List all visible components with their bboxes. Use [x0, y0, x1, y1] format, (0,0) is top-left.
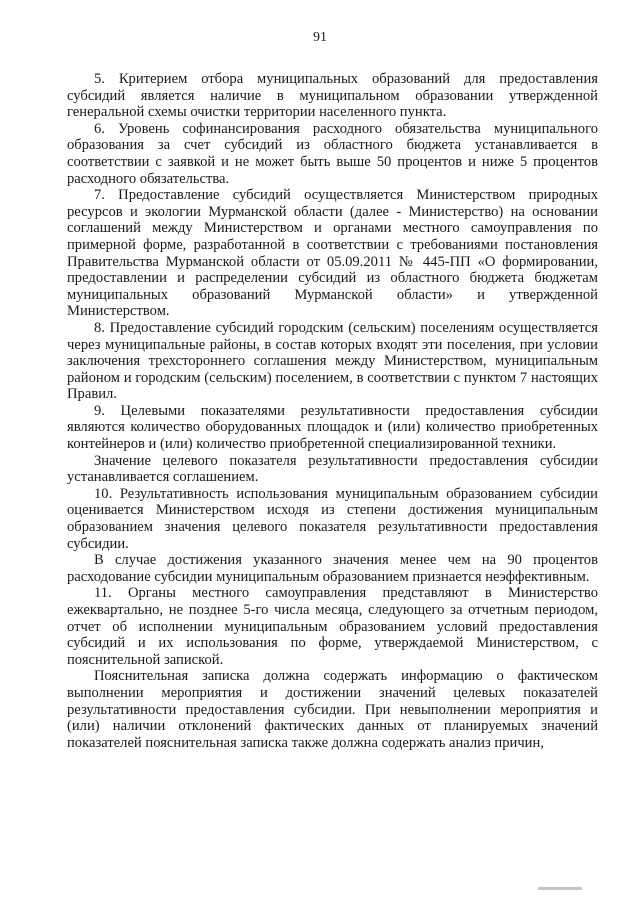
- paragraph-8-settlements: 8. Предоставление субсидий городским (сельским) поселениям осуществляется через муниципальные районы, в состав которых входят эти поселения, при условии заключения трехстороннего соглашения между Министерством, муниципальным районом и городским (сельским) поселением, в соответствии с пунктом 7 настоящих Правил.: [67, 319, 598, 403]
- paragraph-explanatory-note: Пояснительная записка должна содержать информацию о фактическом выполнении мероприятия и достижении значений целевых показателей результативности предоставления субсидии. При невыполнении мероприятия и (или) наличии отклонений фактических данных от планируемых значений показателей пояснительная записка также должна содержать анализ причин,: [67, 668, 598, 751]
- paragraph-ineffective-use: В случае достижения указанного значения менее чем на 90 процентов расходование субсидии муниципальным образованием признается неэффективным.: [67, 552, 598, 585]
- paragraph-7-subsidy-provision: 7. Предоставление субсидий осуществляется Министерством природных ресурсов и экологии Мурманской области (далее - Министерство) на основании соглашений между Министерством и органами местного самоуправления по примерной форме, разработанной в соответствии с требованиями постановления Правительства Мурманской области от 05.09.2011 № 445-ПП «О формировании, предоставлении и распределении субсидий из областного бюджета бюджетам муниципальных образований Мурманской области» и утвержденной Министерством.: [67, 187, 598, 320]
- paragraph-9-target-indicators: 9. Целевыми показателями результативности предоставления субсидии являются количество оборудованных площадок и (или) количество приобретенных контейнеров и (или) количество приобретенной специализированной техники.: [67, 402, 598, 453]
- scan-artifact-mark: [538, 887, 582, 890]
- paragraph-10-effectiveness: 10. Результативность использования муниципальным образованием субсидии оценивается Министерством исходя из степени достижения муниципальным образованием значения целевого показателя результативности предоставления субсидии.: [67, 485, 598, 552]
- paragraph-6-cofinancing-level: 6. Уровень софинансирования расходного обязательства муниципального образования за счет субсидий из областного бюджета устанавливается в соответствии с заявкой и не может быть выше 50 процентов и ниже 5 процентов расходного обязательства.: [67, 120, 598, 187]
- paragraph-indicator-value: Значение целевого показателя результативности предоставления субсидии устанавливается соглашением.: [67, 452, 598, 486]
- page-number: 91: [313, 30, 327, 45]
- paragraph-5-selection-criterion: 5. Критерием отбора муниципальных образований для предоставления субсидий является наличие в муниципальном образовании утвержденной генеральной схемы очистки территории населенного пункта.: [67, 71, 598, 121]
- paragraph-11-reporting: 11. Органы местного самоуправления представляют в Министерство ежеквартально, не позднее 5-го числа месяца, следующего за отчетным периодом, отчет об исполнении муниципальным образованием условий предоставления субсидий и их использования по форме, утверждаемой Министерством, с пояснительной запиской.: [67, 585, 598, 668]
- document-body: [67, 71, 598, 751]
